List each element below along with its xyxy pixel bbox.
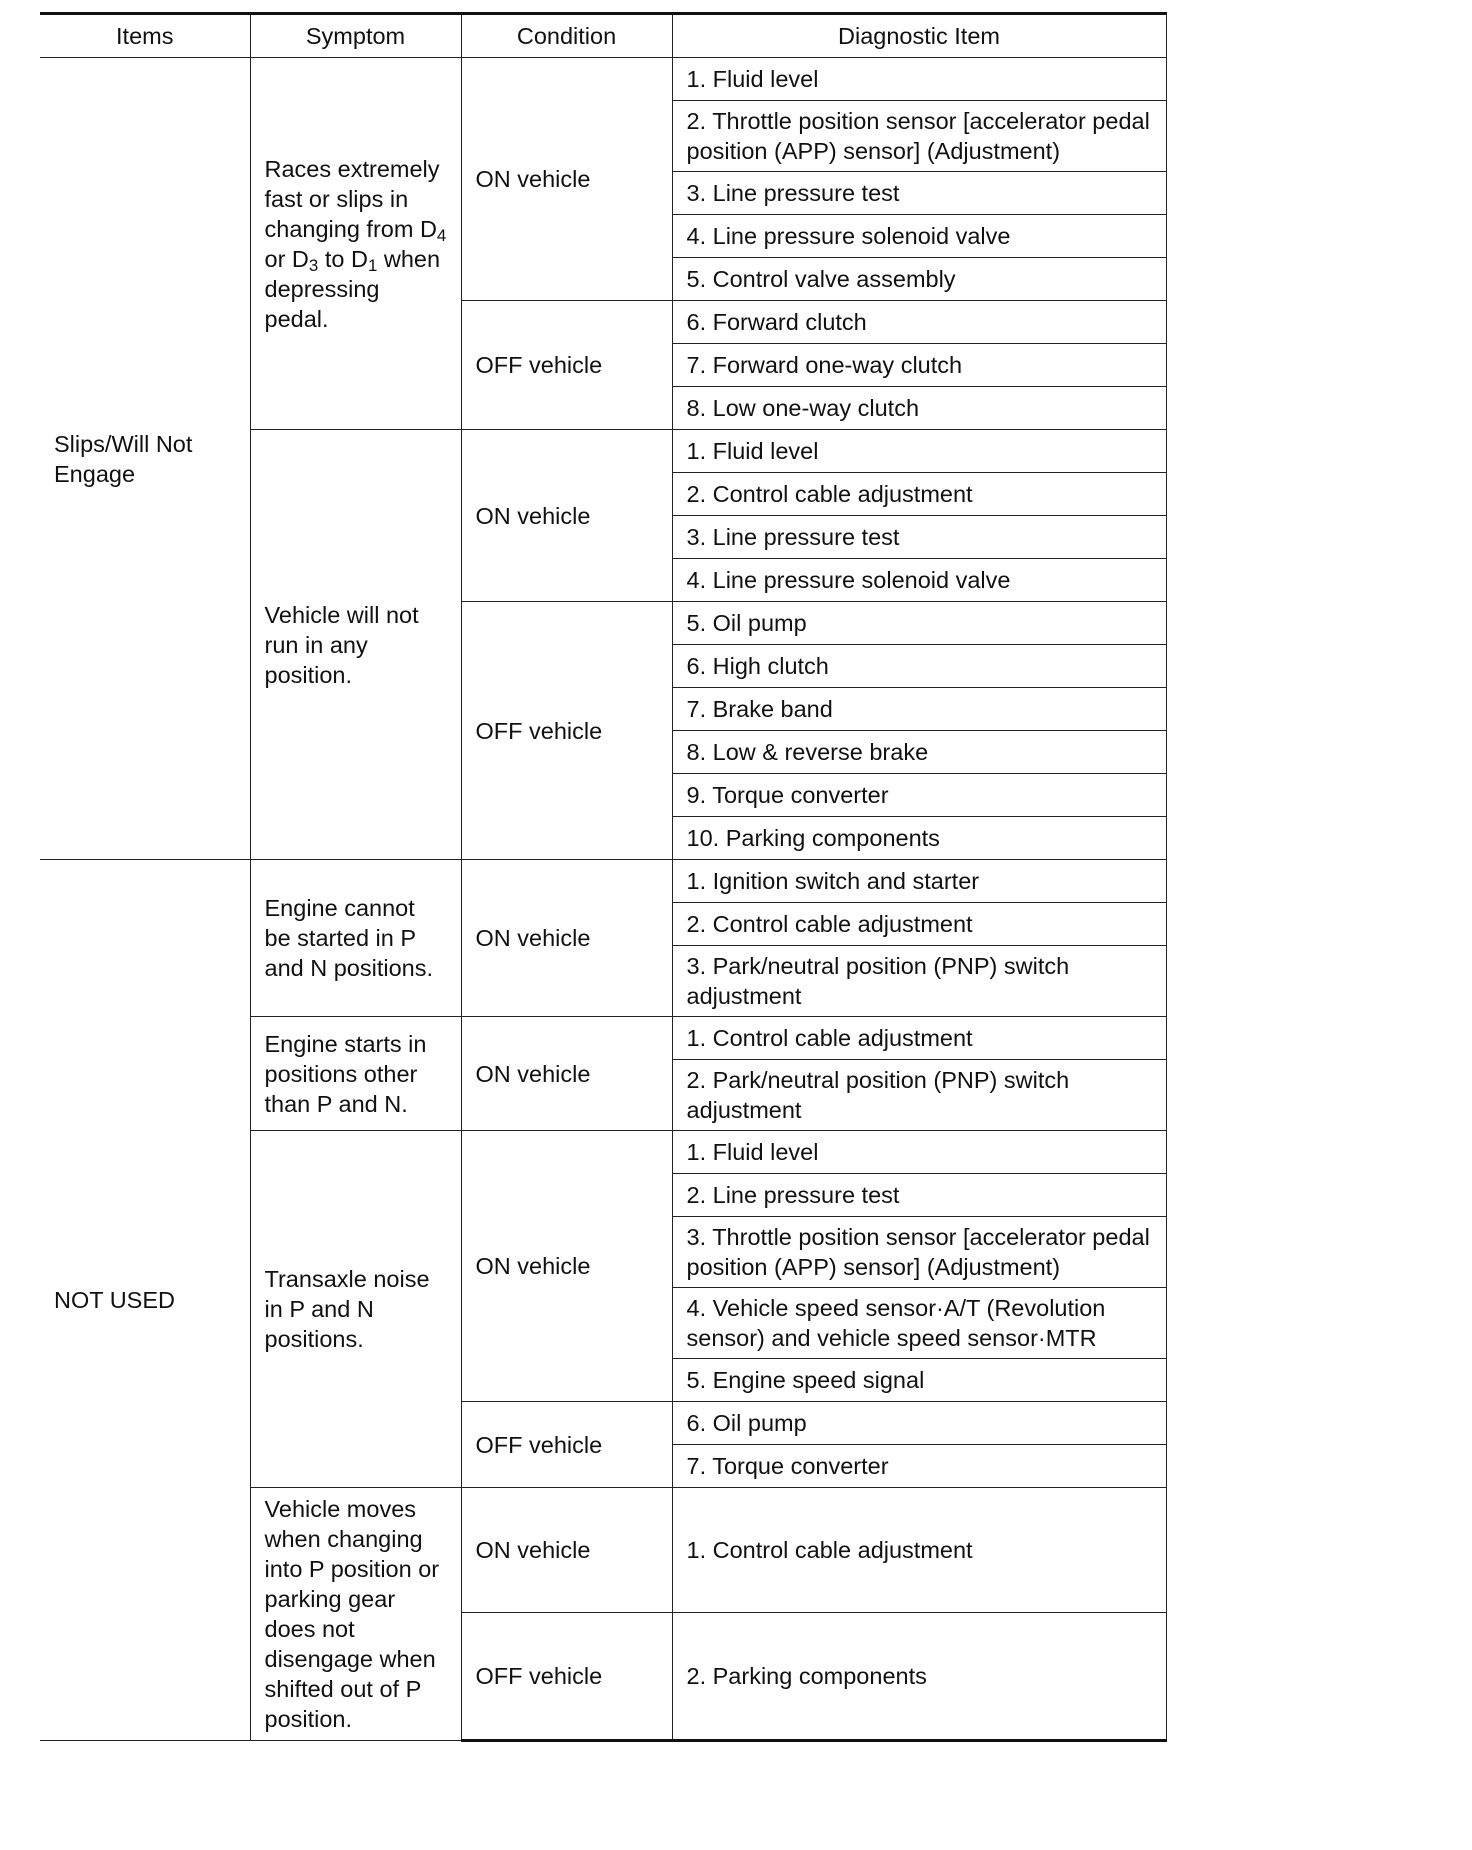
table-row <box>40 58 1166 101</box>
diagnostic-item-cell: 2. Park/neutral position (PNP) switch adjustment <box>672 1060 1166 1131</box>
diagnostic-item-cell: 7. Brake band <box>672 688 1166 731</box>
diagnostic-table <box>40 12 1167 1742</box>
symptom-cell: Vehicle moves when changing into P position or parking gear does not disengage when shifted out of P position. <box>250 1488 461 1741</box>
diagnostic-item-cell: 9. Torque converter <box>672 774 1166 817</box>
diagnostic-item-cell: 10. Parking components <box>672 817 1166 860</box>
diagnostic-item-cell: 4. Vehicle speed sensor·A/T (Revolution sensor) and vehicle speed sensor·MTR <box>672 1288 1166 1359</box>
symptom-text-part: Races extremely fast or slips in changing from D <box>264 155 440 242</box>
items-cell: NOT USED <box>40 860 250 1741</box>
condition-cell: OFF vehicle <box>461 1402 672 1488</box>
symptom-cell: Vehicle will not run in any position. <box>250 430 461 860</box>
symptom-subscript: 4 <box>436 225 447 245</box>
diagnostic-item-cell: 8. Low one-way clutch <box>672 387 1166 430</box>
diagnostic-item-cell: 1. Fluid level <box>672 430 1166 473</box>
diagnostic-item-cell: 5. Engine speed signal <box>672 1359 1166 1402</box>
condition-cell: ON vehicle <box>461 1131 672 1402</box>
diagnostic-item-cell: 5. Oil pump <box>672 602 1166 645</box>
symptom-cell: Transaxle noise in P and N positions. <box>250 1131 461 1488</box>
diagnostic-item-cell: 1. Ignition switch and starter <box>672 860 1166 903</box>
diagnostic-item-cell: 2. Control cable adjustment <box>672 903 1166 946</box>
condition-cell: OFF vehicle <box>461 301 672 430</box>
condition-cell: OFF vehicle <box>461 602 672 860</box>
diagnostic-item-cell: 2. Control cable adjustment <box>672 473 1166 516</box>
symptom-text-part: to D <box>318 245 368 272</box>
diagnostic-item-cell: 3. Line pressure test <box>672 172 1166 215</box>
diagnostic-item-cell: 1. Fluid level <box>672 58 1166 101</box>
diagnostic-item-cell: 7. Torque converter <box>672 1445 1166 1488</box>
condition-cell: OFF vehicle <box>461 1613 672 1741</box>
diagnostic-item-cell: 2. Line pressure test <box>672 1174 1166 1217</box>
diagnostic-item-cell: 4. Line pressure solenoid valve <box>672 215 1166 258</box>
diagnostic-item-cell: 1. Fluid level <box>672 1131 1166 1174</box>
condition-cell: ON vehicle <box>461 1017 672 1131</box>
symptom-cell: Engine cannot be started in P and N positions. <box>250 860 461 1017</box>
header-row <box>40 14 1166 58</box>
diagnostic-item-cell: 5. Control valve assembly <box>672 258 1166 301</box>
condition-cell: ON vehicle <box>461 1488 672 1613</box>
header-condition: Condition <box>461 14 672 58</box>
diagnostic-item-cell: 3. Line pressure test <box>672 516 1166 559</box>
diagnostic-item-cell: 3. Park/neutral position (PNP) switch adjustment <box>672 946 1166 1017</box>
symptom-text-part: when depressing pedal. <box>264 245 441 332</box>
header-diagnostic-item: Diagnostic Item <box>672 14 1166 58</box>
symptom-cell: Engine starts in positions other than P and N. <box>250 1017 461 1131</box>
diagnostic-item-cell: 2. Parking components <box>672 1613 1166 1741</box>
header-symptom: Symptom <box>250 14 461 58</box>
table-body <box>40 58 1166 1741</box>
diagnostic-item-cell: 1. Control cable adjustment <box>672 1017 1166 1060</box>
diagnostic-item-cell: 3. Throttle position sensor [accelerator pedal position (APP) sensor] (Adjustment) <box>672 1217 1166 1288</box>
diagnostic-item-cell: 7. Forward one-way clutch <box>672 344 1166 387</box>
items-cell: Slips/Will Not Engage <box>40 58 250 860</box>
symptom-subscript: 3 <box>308 255 319 275</box>
diagnostic-item-cell: 6. Oil pump <box>672 1402 1166 1445</box>
symptom-text-part: or D <box>264 245 309 272</box>
diagnostic-item-cell: 2. Throttle position sensor [accelerator pedal position (APP) sensor] (Adjustment) <box>672 101 1166 172</box>
condition-cell: ON vehicle <box>461 58 672 301</box>
symptom-subscript: 1 <box>367 255 378 275</box>
condition-cell: ON vehicle <box>461 430 672 602</box>
diagnostic-item-cell: 1. Control cable adjustment <box>672 1488 1166 1613</box>
header-items: Items <box>40 14 250 58</box>
table-row <box>40 860 1166 903</box>
diagnostic-item-cell: 8. Low & reverse brake <box>672 731 1166 774</box>
diagnostic-item-cell: 4. Line pressure solenoid valve <box>672 559 1166 602</box>
condition-cell: ON vehicle <box>461 860 672 1017</box>
diagnostic-item-cell: 6. Forward clutch <box>672 301 1166 344</box>
symptom-cell <box>250 58 461 430</box>
diagnostic-item-cell: 6. High clutch <box>672 645 1166 688</box>
